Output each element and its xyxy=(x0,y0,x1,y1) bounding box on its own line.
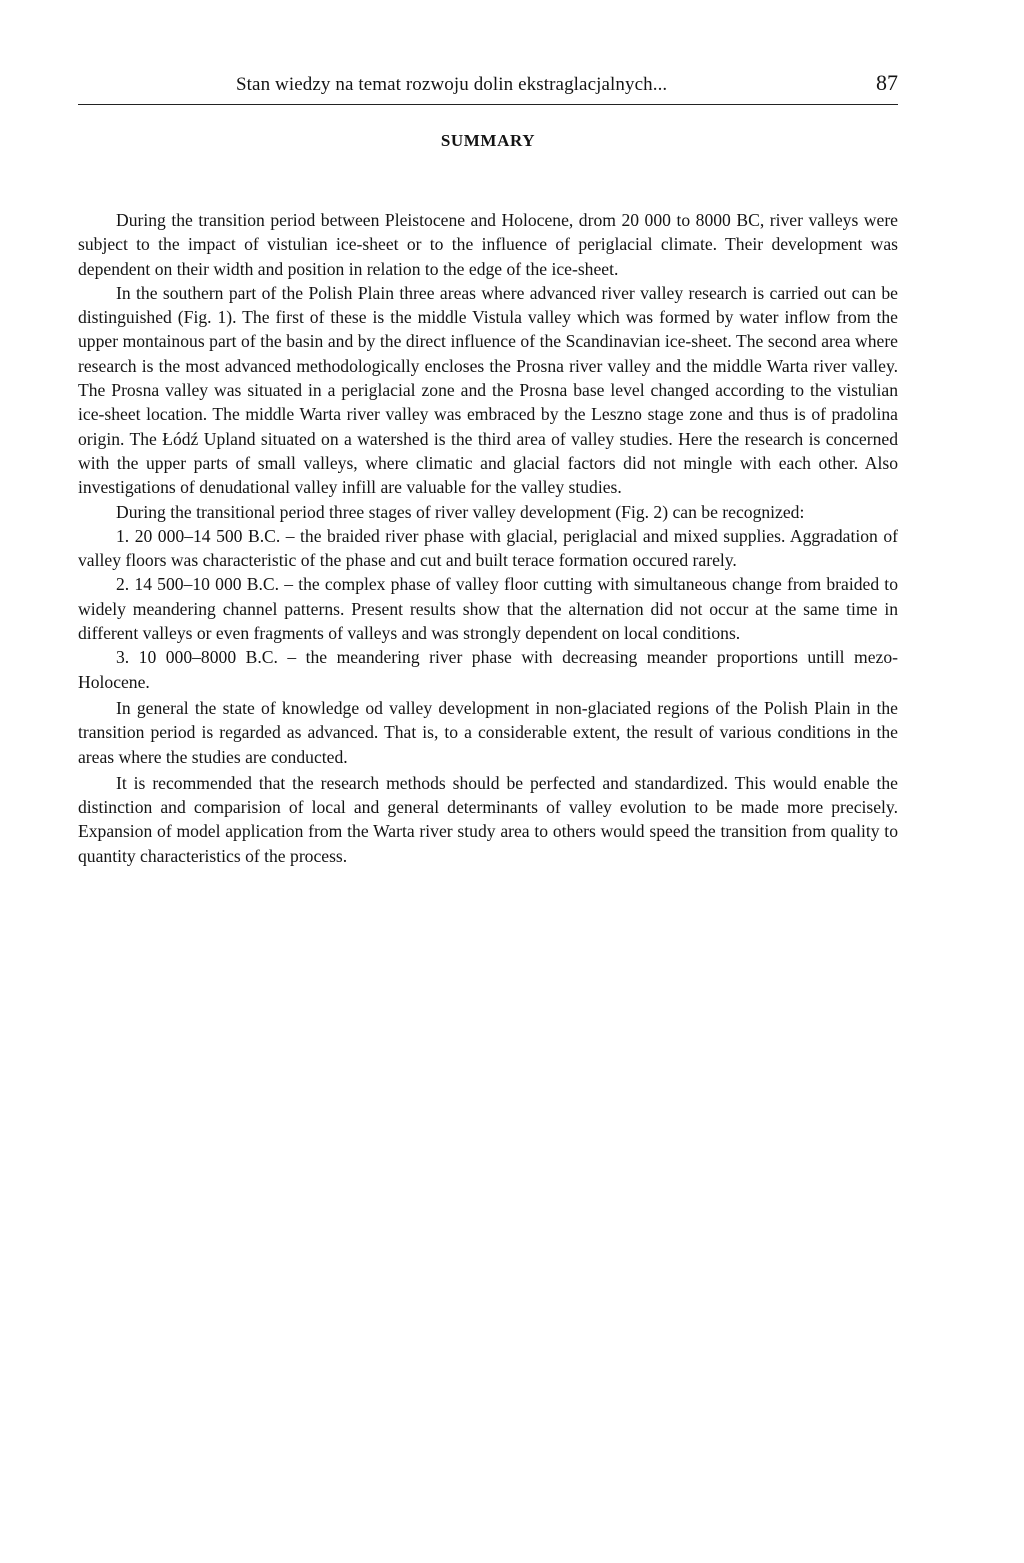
section-heading-summary: SUMMARY xyxy=(440,131,536,150)
paragraph-transition-period: During the transition period between Pleistocene and Holocene, drom 20 000 to 8000 BC, river valleys were subject to the impact of vistulian ice-sheet or to the influence of periglacial climate. Their development was dependent on their width and position in relation to the edge of the ice-sheet. xyxy=(78,210,898,279)
page-number: 87 xyxy=(876,70,898,95)
paragraph-stage-3: 3. 10 000–8000 B.C. – the meandering river phase with decreasing meander proportions untill mezo-Holocene. xyxy=(78,647,898,692)
paragraph-stage-2: 2. 14 500–10 000 B.C. – the complex phase of valley floor cutting with simultaneous change from braided to widely meandering channel patterns. Present results show that the alternation did not occur at the same time in different valleys or even fragments of valleys and was strongly dependent on local conditions. xyxy=(78,574,898,644)
paragraph-recommendation: It is recommended that the research methods should be perfected and standardized. This would enable the distinction and comparision of local and general determinants of valley evolution to be made more precisely. Expansion of model application from the Warta river study area to others would speed the transition from quality to quantity characteristics of the process. xyxy=(78,772,898,866)
summary-body xyxy=(78,208,898,868)
running-title: Stan wiedzy na temat rozwoju dolin ekstraglacjalnych... xyxy=(236,74,668,95)
paragraph-research-areas: In the southern part of the Polish Plain three areas where advanced river valley research is carried out can be distinguished (Fig. 1). The first of these is the middle Vistula valley which was formed by water inflow from the upper montainous part of the basin and by the direct influence of the Scandinavian ice-sheet. The second area where research is the most advanced methodologically encloses the Prosna river valley and the middle Warta river valley. The Prosna valley was situated in a periglacial zone and the Prosna base level changed according to the vistulian ice-sheet location. The middle Warta river valley was embraced by the Leszno stage zone and thus is of pradolina origin. The Łódź Upland situated on a watershed is the third area of valley studies. Here the research is concerned with the upper parts of small valleys, where climatic and glacial factors did not mingle with each other. Also investigations of denudational valley infill are valuable for the valley studies. xyxy=(78,282,898,498)
running-header xyxy=(78,70,898,105)
paragraph-state-of-knowledge: In general the state of knowledge od valley development in non-glaciated regions of the Polish Plain in the transition period is regarded as advanced. That is, to a considerable extent, the result of various conditions in the areas where the studies are conducted. xyxy=(78,697,898,767)
paragraph-stage-1: 1. 20 000–14 500 B.C. – the braided river phase with glacial, periglacial and mixed supplies. Aggradation of valley floors was characteristic of the phase and cut and built terace formation occured rarely. xyxy=(78,525,898,571)
paragraph-stages-intro: During the transitional period three stages of river valley development (Fig. 2) can be recognized: xyxy=(116,501,805,522)
